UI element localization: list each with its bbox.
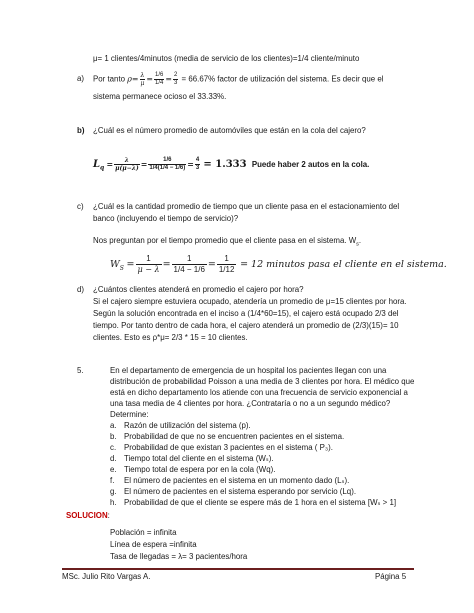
rho-symbol: ρ xyxy=(127,74,132,84)
problem-5-line: está en dicho departamento los atiende con una frecuencia de servicio exponencial a xyxy=(110,388,408,397)
lq-symbol: L xyxy=(93,159,101,170)
item-a-line2: sistema permanece ocioso el 33.33%. xyxy=(93,92,227,101)
task-text: Razón de utilización del sistema (p). xyxy=(124,421,251,430)
task-text: El número de pacientes en el sistema en un momento dado (Lₛ). xyxy=(124,476,350,485)
item-d-line: ¿Cuántos clientes atenderá en promedio el cajero por hora? xyxy=(93,285,304,294)
lq-note: Puede haber 2 autos en la cola. xyxy=(251,160,370,169)
task-text: Probabilidad de que el cliente se espere más de 1 hora en el sistema [Wₛ > 1] xyxy=(124,498,397,507)
ws-symbol: W xyxy=(110,259,120,270)
task-text: Probabilidad de que no se encuentren pacientes en el sistema. xyxy=(124,432,345,441)
task-letter: g. xyxy=(110,487,117,496)
item-d-line: Si el cajero siempre estuviera ocupado, atendería un promedio de μ=15 clientes por hora. xyxy=(93,297,407,306)
solucion-line: Tasa de llegadas = λ= 3 pacientes/hora xyxy=(110,552,248,561)
task-letter: a. xyxy=(110,421,117,430)
item-c-marker: c) xyxy=(77,202,84,211)
footer-page-number: Página 5 xyxy=(375,572,407,581)
fraction-two-thirds: $\frac{2}{3}$ xyxy=(174,72,178,86)
solucion-line: Línea de espera =infinita xyxy=(110,540,197,549)
item-a-marker: a) xyxy=(77,74,85,83)
lq-fraction-general: $\frac{\lambda}{\mu(\mu-\lambda)}$ xyxy=(115,157,139,173)
item-b-marker: b) xyxy=(77,126,85,135)
item-a-formula: Por tanto ρ= $\frac{\lambda}{\mu}$ = $\frac{1/6}{1/4}$ = $\frac{2}{3}$ = 66.67% factor de utilización del sistema. Es decir que el xyxy=(93,72,384,87)
task-text: El número de pacientes en el sistema esperando por servicio (Lq). xyxy=(124,487,357,496)
task-text: Tiempo total del cliente en el sistema (Wₛ). xyxy=(124,454,274,463)
lq-value: = 1.333 xyxy=(203,159,247,170)
task-text: Tiempo total de espera por en la cola (Wq). xyxy=(124,465,276,474)
task-letter: d. xyxy=(110,454,117,463)
problem-5-line: Determine: xyxy=(110,410,149,419)
lq-fraction-result: $\frac{4}{3}$ xyxy=(195,157,200,172)
item-d-marker: d) xyxy=(77,285,85,294)
ws-fraction-general: $\frac{1}{\mu - \lambda}$ xyxy=(137,253,160,274)
task-letter: f. xyxy=(110,476,115,485)
lq-fraction-values: $\frac{1/6}{1/4(1/4 - 1/6)}$ xyxy=(149,157,186,172)
item-d-line: clientes. Esto es ρ*μ= 2/3 * 15 = 10 clientes. xyxy=(93,333,248,342)
ws-fraction-result: $\frac{1}{1/12}$ xyxy=(218,253,235,274)
item-a-result: = 66.67% factor de utilización del sistema. Es decir que el xyxy=(181,74,384,84)
task-letter: e. xyxy=(110,465,117,474)
item-c-question-2: banco (incluyendo el tiempo de servicio)? xyxy=(93,214,239,223)
solucion-line: Población = infinita xyxy=(110,528,177,537)
mu-definition: μ= 1 clientes/4minutos (media de servicio de los clientes)=1/4 cliente/minuto xyxy=(93,54,360,63)
task-text: Probabilidad de que existan 3 pacientes en el sistema ( P₃). xyxy=(124,443,333,452)
item-a-prefix: Por tanto xyxy=(93,74,126,84)
task-letter: c. xyxy=(110,443,117,452)
ws-result: = 12 minutos pasa el cliente en el sistema. xyxy=(240,259,447,270)
problem-5-number: 5. xyxy=(77,366,84,375)
item-c-question-1: ¿Cuál es la cantidad promedio de tiempo que un cliente pasa en el estacionamiento del xyxy=(93,202,400,211)
task-letter: h. xyxy=(110,498,117,507)
task-letter: b. xyxy=(110,432,117,441)
fraction-values: $\frac{1/6}{1/4}$ xyxy=(155,72,164,86)
ws-formula: $W_S$ = $\frac{1}{\mu - \lambda}$ = $\frac{1}{1/4 - 1/6}$ = $\frac{1}{1/12}$ = 12 minutos pasa el cliente en el sistema. xyxy=(110,253,447,274)
item-b-question: ¿Cuál es el número promedio de automóviles que están en la cola del cajero? xyxy=(93,126,366,135)
solucion-heading: SOLUCION: xyxy=(66,511,110,520)
item-d-line: tiempo. Por tanto dentro de cada hora, el cajero atenderá un promedio de (2/3)(15)= 10 xyxy=(93,321,399,330)
item-c-ask: Nos preguntan por el tiempo promedio que el cliente pasa en el sistema. $W_s$. xyxy=(93,236,362,248)
fraction-lambda-mu: $\frac{\lambda}{\mu}$ xyxy=(140,72,145,87)
problem-5-line: En el departamento de emergencia de un hospital los pacientes llegan con una xyxy=(110,366,387,375)
item-b-formula: $L_q$ = $\frac{\lambda}{\mu(\mu-\lambda)}$ = $\frac{1/6}{1/4(1/4 - 1/6)}$ = $\frac{4}{3}$ = 1.333 Puede haber 2 autos en la cola. xyxy=(93,157,370,173)
footer-author: MSc. Julio Rito Vargas A. xyxy=(62,572,151,581)
problem-5-line: distribución de probabilidad Poisson a una media de 3 clientes por hora. El médico que xyxy=(110,377,415,386)
ws-fraction-values: $\frac{1}{1/4 - 1/6}$ xyxy=(173,253,205,274)
item-d-line: Según la solución encontrada en el inciso a (1/4*60=15), el cajero está ocupado 2/3 del xyxy=(93,309,399,318)
footer-rule xyxy=(62,568,414,570)
problem-5-line: una tasa media de 4 clientes por hora. ¿Contrataría o no a un segundo médico? xyxy=(110,399,391,408)
